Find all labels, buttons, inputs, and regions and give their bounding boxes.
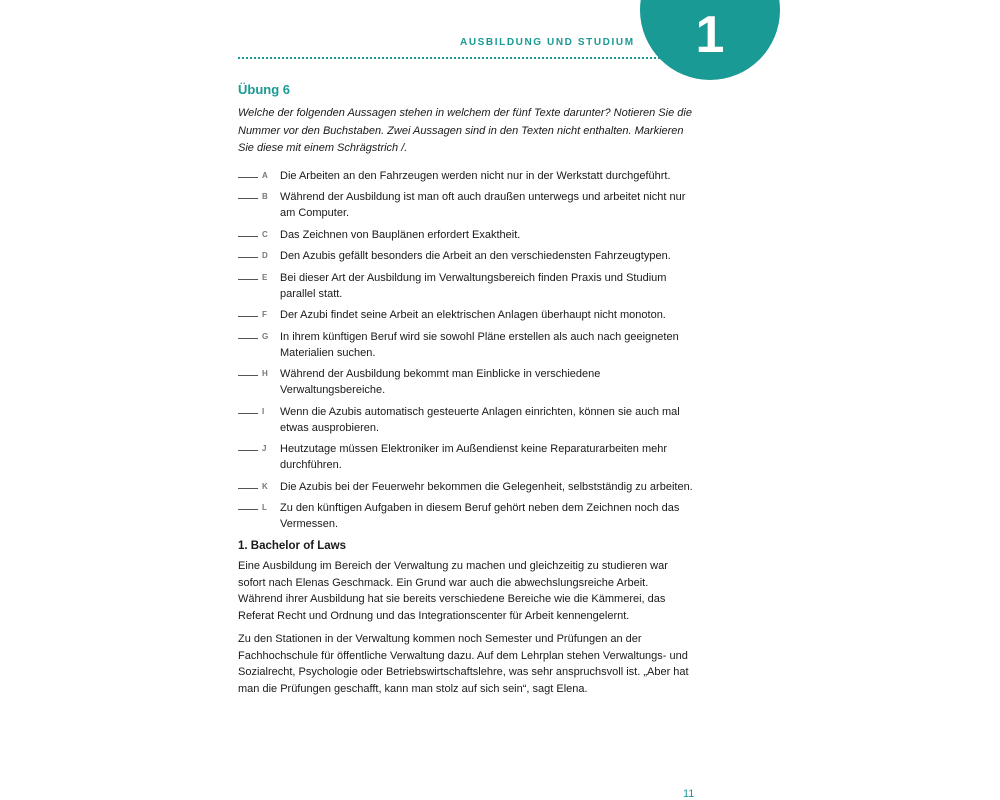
answer-blank[interactable] [238, 270, 258, 280]
answer-blank[interactable] [238, 366, 258, 376]
statement-item [238, 441, 693, 473]
answer-blank[interactable] [238, 479, 258, 489]
statement-list [238, 168, 693, 533]
exercise-instructions: Welche der folgenden Aussagen stehen in welchem der fünf Texte darunter? Notieren Sie die Nummer vor den Buchstaben. Zwei Aussagen sind in den Texten nicht enthalten. Markieren Sie diese mit einem Schrägstrich /. [238, 107, 692, 154]
answer-blank[interactable] [238, 307, 258, 317]
answer-blank[interactable] [238, 500, 258, 510]
statement-text: Die Arbeiten an den Fahrzeugen werden nicht nur in der Werkstatt durchgeführt. [280, 169, 671, 182]
statement-item [238, 168, 693, 184]
statement-text: Den Azubis gefällt besonders die Arbeit an den verschiedensten Fahrzeugtypen. [280, 250, 671, 262]
answer-blank[interactable] [238, 329, 258, 339]
statement-text: Der Azubi findet seine Arbeit an elektrischen Anlagen überhaupt nicht monoton. [280, 309, 666, 321]
answer-blank[interactable] [238, 404, 258, 414]
chapter-number: 1 [695, 6, 725, 64]
answer-blank[interactable] [238, 168, 258, 178]
text-title: 1. Bachelor of Laws [238, 540, 347, 552]
statement-letter: H [262, 369, 268, 378]
statement-item [238, 500, 693, 532]
statement-letter: B [262, 192, 268, 201]
answer-blank[interactable] [238, 189, 258, 199]
statement-item [238, 248, 693, 264]
statement-text: Wenn die Azubis automatisch gesteuerte Anlagen einrichten, können sie auch mal etwas ausprobieren. [280, 405, 680, 434]
text-paragraph: Zu den Stationen in der Verwaltung kommen noch Semester und Prüfungen an der Fachhochschule für öffentliche Verwaltung dazu. Auf dem Lehrplan stehen Verwaltungs- und Sozialrecht, Psychologie oder Betriebswirtschaftslehre, was sehr anspruchsvoll ist. „Aber hat man die Prüfungen geschafft, kann man stolz auf sich sein“, sagt Elena. [238, 633, 689, 695]
header-divider [238, 57, 668, 59]
page-number: 11 [683, 788, 695, 800]
statement-item [238, 479, 693, 495]
statement-letter: A [262, 170, 268, 180]
statement-text: Während der Ausbildung ist man oft auch draußen unterwegs und arbeitet nicht nur am Computer. [280, 191, 686, 219]
answer-blank[interactable] [238, 227, 258, 237]
statement-text: Heutzutage müssen Elektroniker im Außendienst keine Reparaturarbeiten mehr durchführen. [280, 443, 668, 471]
statement-letter: C [262, 229, 268, 239]
text-paragraph: Eine Ausbildung im Bereich der Verwaltung zu machen und gleichzeitig zu studieren war sofort nach Elenas Geschmack. Ein Grund war auch die abwechslungsreiche Arbeit. Während ihrer Ausbildung hat sie bereits verschiedene Bereiche wie die Kämmerei, das Referat Recht und Ordnung und das Integrationscenter für Arbeit kennengelernt. [238, 560, 668, 622]
statement-item [238, 270, 693, 302]
statement-letter: D [262, 251, 268, 260]
chapter-header-title: AUSBILDUNG UND STUDIUM [460, 37, 635, 48]
statement-text: Bei dieser Art der Ausbildung im Verwaltungsbereich finden Praxis und Studium parallel statt. [280, 271, 667, 300]
statement-item [238, 366, 693, 398]
statement-letter: K [262, 481, 268, 491]
statement-letter: J [262, 444, 267, 453]
statement-letter: L [262, 503, 267, 512]
statement-text: Die Azubis bei der Feuerwehr bekommen die Gelegenheit, selbstständig zu arbeiten. [280, 480, 693, 493]
statement-text: In ihrem künftigen Beruf wird sie sowohl Pläne erstellen als auch nach geeigneten Materialien suchen. [280, 330, 679, 359]
statement-item [238, 227, 693, 243]
statement-letter: I [262, 406, 265, 416]
statement-item [238, 307, 693, 323]
statement-text: Zu den künftigen Aufgaben in diesem Beruf gehört neben dem Zeichnen noch das Vermessen. [280, 502, 680, 530]
answer-blank[interactable] [238, 248, 258, 258]
answer-blank[interactable] [238, 441, 258, 451]
page-content [238, 82, 693, 704]
exercise-title: Übung 6 [238, 82, 290, 97]
statement-text: Während der Ausbildung bekommt man Einblicke in verschiedene Verwaltungsbereiche. [280, 368, 601, 396]
statement-letter: F [262, 310, 267, 319]
statement-letter: G [262, 331, 269, 341]
statement-item [238, 189, 693, 221]
statement-item [238, 329, 693, 361]
statement-item [238, 404, 693, 436]
statement-letter: E [262, 272, 268, 282]
statement-text: Das Zeichnen von Bauplänen erfordert Exaktheit. [280, 228, 521, 241]
